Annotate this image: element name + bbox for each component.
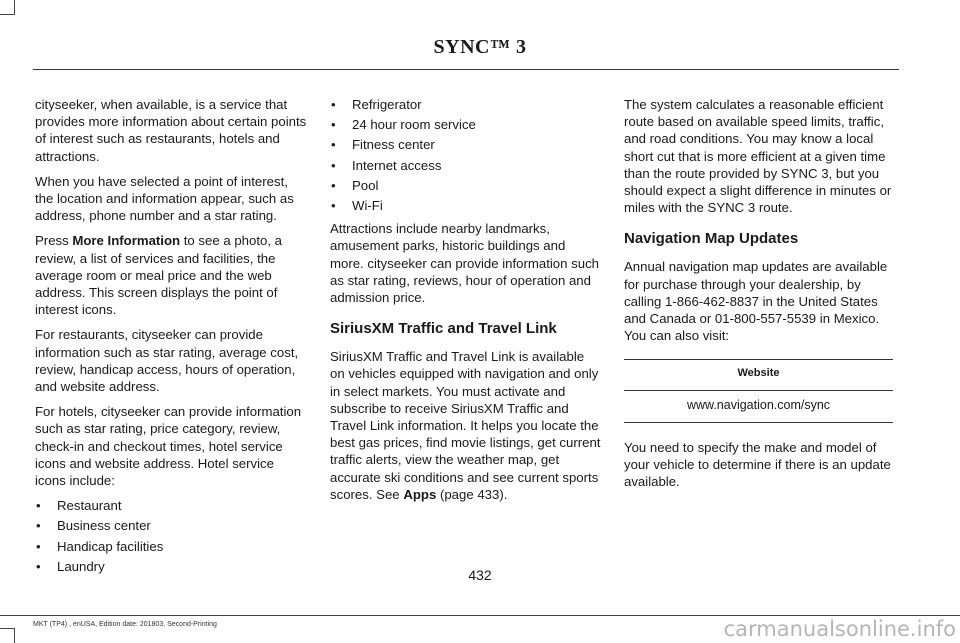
text-segment: Press [35, 233, 73, 249]
header-divider [33, 69, 899, 70]
page-number: 432 [468, 567, 492, 583]
paragraph-siriusxm [330, 348, 602, 503]
paragraph-map-updates: Annual navigation map updates are available for purchase through your dealership, by calling 1-866-462-8837 in the United States and Canada or 01-800-557-5539 in Mexico. You can also visit: [624, 259, 888, 344]
paragraph-more-information [35, 232, 307, 318]
more-information-label: More Information [72, 233, 181, 249]
paragraph-route-calculation: The system calculates a reasonable efficient route based on available speed limits, traffic, and road conditions. You may know a local short cut that is more efficient at a given time than the route provided by SYNC 3, but you should expect a slight difference in minutes or miles with the SYNC 3 route. [624, 97, 892, 216]
list-item: • Pool [330, 177, 602, 194]
text-segment: (page 433). [436, 486, 508, 502]
section-heading-map-updates: Navigation Map Updates [624, 230, 799, 248]
paragraph-cityseeker-intro: cityseeker, when available, is a service that provides more information about certain points of interest such as restaurants, hotels and attractions. [35, 97, 307, 164]
website-table [624, 359, 893, 422]
list-item: • Handicap facilities [35, 538, 307, 555]
apps-link[interactable]: Apps [403, 486, 437, 502]
hotel-service-list-continued [330, 96, 602, 214]
paragraph-poi-selected: When you have selected a point of interest, the location and information appear, such as address, phone number and a star rating. [35, 173, 294, 224]
section-heading-siriusxm: SiriusXM Traffic and Travel Link [330, 320, 557, 338]
list-item: • Restaurant [35, 497, 307, 514]
watermark: carmanualsonline.info [723, 617, 956, 641]
text-segment: to see a photo, a review, a list of services and facilities, the average room or meal price and the web address. This screen displays the point of interest icons. [35, 233, 282, 318]
column-right [624, 96, 896, 498]
list-item: • Laundry [35, 558, 307, 575]
website-table-header: Website [624, 360, 893, 390]
edition-info: MKT (TP4) , enUSA, Edition date: 201803, Second-Printing [33, 621, 217, 628]
text-segment: SiriusXM Traffic and Travel Link is available on vehicles equipped with navigation and only in select markets. You must activate and subscribe to receive SiriusXM Traffic and Travel Link information. It helps you locate the best gas prices, find movie listings, get current traffic alerts, view the weather map, get accurate ski conditions and see current sports scores. See [330, 349, 601, 502]
column-middle [330, 96, 602, 511]
website-url[interactable]: www.navigation.com/sync [624, 390, 893, 422]
page-header-title: SYNC™ 3 [433, 36, 527, 58]
footer-divider [0, 615, 960, 616]
list-item: • Refrigerator [330, 96, 602, 113]
column-left [35, 96, 307, 578]
list-item: • 24 hour room service [330, 116, 602, 133]
paragraph-restaurants: For restaurants, cityseeker can provide information such as star rating, average cost, review, handicap access, hours of operation, and website address. [35, 327, 299, 395]
list-item: • Business center [35, 517, 307, 534]
paragraph-hotels: For hotels, cityseeker can provide information such as star rating, price category, review, check-in and checkout times, hotel service icons and website address. Hotel service icons include: [35, 404, 302, 489]
list-item: • Internet access [330, 157, 602, 174]
list-item: • Wi-Fi [330, 197, 602, 214]
crop-mark-bottom-left [0, 628, 15, 643]
hotel-service-list [35, 497, 307, 575]
paragraph-attractions: Attractions include nearby landmarks, amusement parks, historic buildings and more. cityseeker can provide information such as star rating, reviews, hour of operation and admission price. [330, 221, 599, 306]
list-item: • Fitness center [330, 136, 602, 153]
paragraph-specify-vehicle: You need to specify the make and model of your vehicle to determine if there is an update available. [624, 439, 891, 490]
crop-mark-top-left [0, 0, 15, 15]
